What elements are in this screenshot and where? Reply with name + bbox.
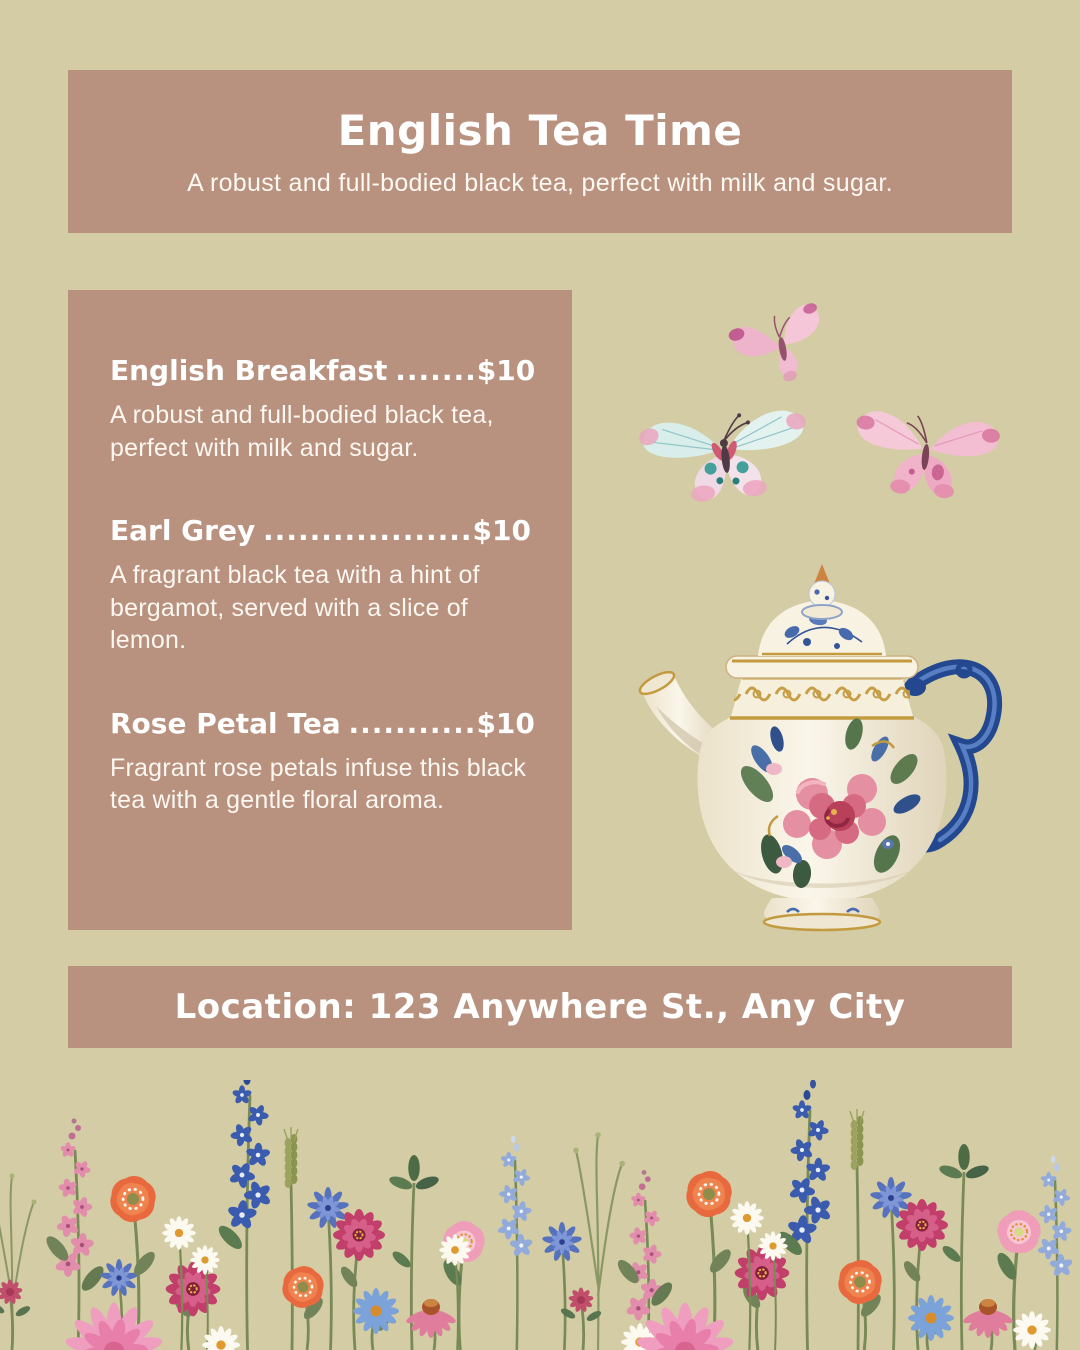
menu-panel [68,290,572,930]
teapot-svg [622,553,1022,945]
menu-item-leader: ....... [395,354,477,387]
butterflies-svg [630,283,1020,539]
menu-item-name: Earl Grey [110,514,256,547]
menu-item-title [110,514,530,547]
location-text: Location: 123 Anywhere St., Any City [174,987,906,1027]
page-title: English Tea Time [337,105,743,155]
menu-item-price: $10 [472,514,531,547]
menu-item-description: Fragrant rose petals infuse this black tea with a gentle floral aroma. [110,753,527,814]
header-panel [68,70,1012,233]
teapot-illustration [622,553,1022,945]
location-bar [68,966,1012,1048]
menu-item-title [110,354,536,387]
menu-item-leader: ........... [348,706,477,740]
menu-item-name: Rose Petal Tea [110,706,341,740]
menu-item-price: $10 [476,354,536,387]
teapot-gold-band [730,676,914,720]
menu-item-title [110,706,535,740]
teapot-foot [764,898,880,930]
menu-item-description: A fragrant black tea with a hint of bergamot, served with a slice of lemon. [110,561,480,654]
menu-item [110,514,530,657]
flower-border-illustration [0,1080,1080,1350]
flower-border-svg [0,1080,1080,1350]
menu-item-description: A robust and full-bodied black tea, perfect with milk and sugar. [110,401,494,462]
butterfly-blue-left [636,406,816,508]
menu-item-price: $10 [476,706,535,740]
butterfly-pink-right [850,409,1002,503]
menu-item-leader: .................. [263,514,473,547]
menu-item-name: English Breakfast [110,354,388,387]
teapot-finial [802,564,842,619]
teapot-rim [726,656,918,678]
menu-item [110,354,536,464]
header-subtitle: A robust and full-bodied black tea, perfect with milk and sugar. [187,168,893,197]
menu-item [110,706,535,817]
butterfly-pink-top [727,301,837,395]
butterflies-illustration [630,283,1020,539]
